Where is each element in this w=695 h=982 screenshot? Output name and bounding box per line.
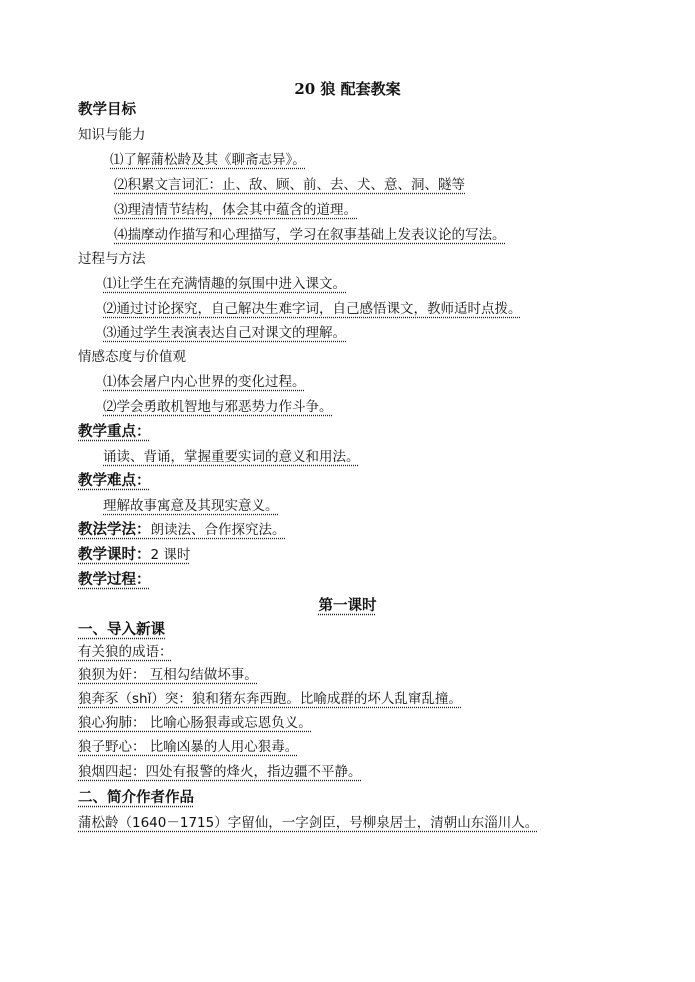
emotion-item: ⑴体会屠户内心世界的变化过程。 [103,374,306,390]
idiom-item: 狼心狗肺： 比喻心肠狠毒或忘恩负义。 [78,715,312,731]
methods-row [78,521,286,539]
author-text: 蒲松龄（1640－1715）字留仙，一字剑臣，号柳泉居士，清朝山东淄川人。 [78,815,539,831]
knowledge-item: ⑶理清情节结构，体会其中蕴含的道理。 [114,202,357,218]
intro-heading: 一、导入新课 [78,622,165,638]
knowledge-item: ⑵积累文言词汇：止、敌、顾、前、去、犬、意、洞、隧等 [114,177,465,193]
difficulties-text: 理解故事寓意及其现实意义。 [103,498,279,514]
emotion-heading: 情感态度与价值观 [78,349,186,365]
process-method-heading: 过程与方法 [78,251,146,267]
knowledge-item: ⑴了解蒲松龄及其《聊斋志异》。 [110,152,306,168]
hours-heading: 教学课时： [78,547,151,563]
methods-text: 朗读法、合作探究法。 [150,522,286,538]
process-item: ⑴让学生在充满情趣的氛围中进入课文。 [103,276,346,292]
difficulties-heading: 教学难点： [78,473,151,489]
objectives-heading: 教学目标 [78,102,136,118]
hours-row [78,546,190,564]
hours-text: 2 课时 [150,547,191,563]
intro-lead: 有关狼的成语： [78,644,173,660]
process-heading: 教学过程： [78,572,151,588]
process-item: ⑶通过学生表演表达自己对课文的理解。 [103,325,346,341]
idiom-item: 狼奔豕（shǐ）突：狼和猪东奔西跑。比喻成群的坏人乱窜乱撞。 [78,691,462,707]
process-item: ⑵通过讨论探究，自己解决生难字词，自己感悟课文，教师适时点拨。 [103,301,522,317]
knowledge-item: ⑷揣摩动作描写和心理描写，学习在叙事基础上发表议论的写法。 [114,227,506,243]
idiom-item: 狼子野心： 比喻凶暴的人用心狠毒。 [78,739,299,755]
page-title: 20 狼 配套教案 [294,80,401,98]
key-points-text: 诵读、背诵，掌握重要实词的意义和用法。 [103,449,360,465]
idiom-item: 狼狈为奸： 互相勾结做坏事。 [78,667,258,683]
author-heading: 二、简介作者作品 [78,790,194,806]
idiom-item: 狼烟四起：四处有报警的烽火，指边疆不平静。 [78,764,362,780]
methods-heading: 教法学法： [78,522,151,538]
emotion-item: ⑵学会勇敢机智地与邪恶势力作斗争。 [103,399,333,415]
knowledge-heading: 知识与能力 [78,127,146,143]
key-points-heading: 教学重点： [78,424,151,440]
lesson-heading: 第一课时 [318,598,377,614]
